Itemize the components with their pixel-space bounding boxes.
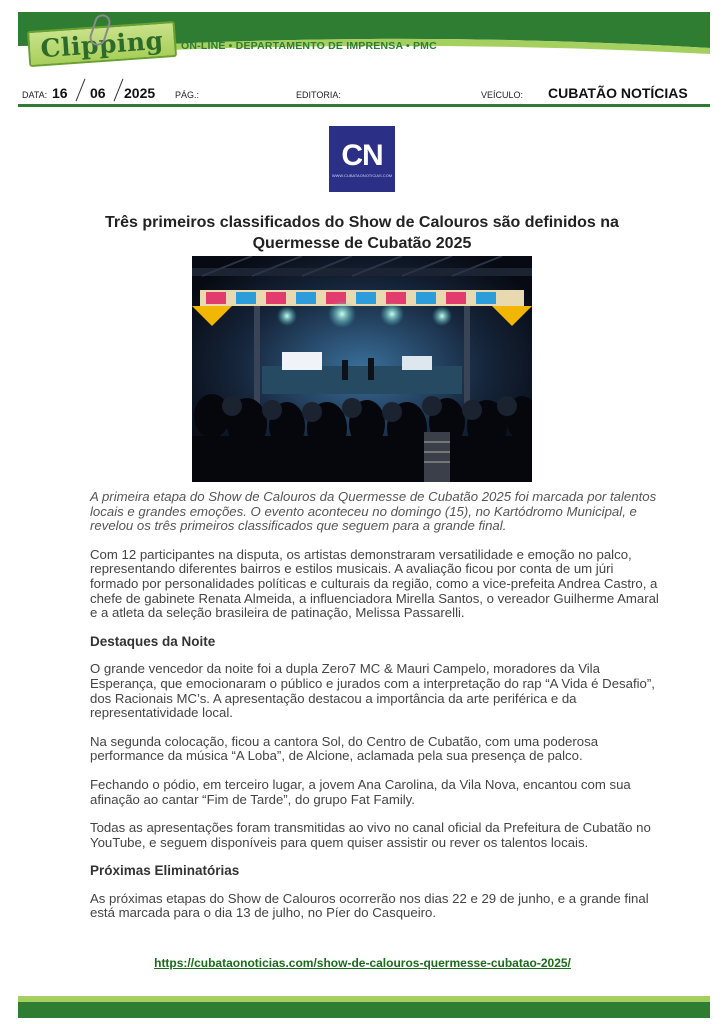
article-paragraph: Fechando o pódio, em terceiro lugar, a jovem Ana Carolina, da Vila Nova, encantou com sua afinação ao cantar “Fim de Tarde”, do grupo Fat Family. <box>90 776 631 807</box>
date-year: 2025 <box>124 85 156 101</box>
article-paragraph: Na segunda colocação, ficou a cantora Sol, do Centro de Cubatão, com uma poderosa performance da música “A Loba”, de Alcione, aclamada pela sua presença de palco. <box>90 733 599 764</box>
editoria-label: EDITORIA: <box>296 90 341 100</box>
veiculo-name: CUBATÃO NOTÍCIAS <box>548 85 688 101</box>
source-link[interactable]: https://cubataonoticias.com/show-de-calouros-quermesse-cubatao-2025/ <box>154 956 571 970</box>
date-month: 06 <box>90 85 106 101</box>
logo-small-text: WWW.CUBATAONOTICIAS.COM <box>331 172 393 178</box>
page-label: PÁG.: <box>175 90 200 100</box>
section-heading-destaques: Destaques da Noite <box>90 633 216 649</box>
stage-illustration <box>192 256 532 482</box>
logo-letters: CN <box>341 138 383 172</box>
article-headline: Três primeiros classificados do Show de Calouros são definidos na Quermesse de Cubatão 2025 <box>105 214 619 252</box>
meta-row <box>18 84 710 102</box>
article-paragraph: As próximas etapas do Show de Calouros ocorrerão nos dias 22 e 29 de junho, e a grande final está marcada para o dia 13 de julho, no Píer do Casqueiro. <box>90 890 649 921</box>
veiculo-label: VEÍCULO: <box>481 90 524 100</box>
article-paragraph: O grande vencedor da noite foi a dupla Zero7 MC & Mauri Campelo, moradores da Vila Esperança, que emocionaram o público e jurados com a interpretação do rap “A Vida é Desafio”, dos Racionais MC’s. A apresentação destacou a importância da arte periférica e da representatividade local. <box>90 661 655 721</box>
date-slash <box>114 79 124 102</box>
event-photo <box>192 256 532 482</box>
date-label: DATA: <box>22 90 48 100</box>
cubatao-noticias-logo <box>329 126 395 192</box>
photo-caption: A primeira etapa do Show de Calouros da Quermesse de Cubatão 2025 foi marcada por talentos locais e grandes emoções. O evento aconteceu no domingo (15), no Kartódromo Municipal, e revelou os três primeiros classificados que seguem para a grande final. <box>90 489 657 534</box>
meta-divider <box>18 104 710 107</box>
header-subtitle: ON-LINE • DEPARTAMENTO DE IMPRENSA • PMC <box>181 40 437 52</box>
article-paragraph: Com 12 participantes na disputa, os artistas demonstraram versatilidade e emoção no palco, representando diferentes bairros e estilos musicais. A avaliação ficou por conta de um júri formado por personalidades políticas e culturais da região, como a vice-prefeita Andrea Castro, a chefe de gabinete Renata Almeida, a influenciadora Mirella Santos, o vereador Guilherme Amaral e a atleta da seleção brasileira de patinação, Melissa Passarelli. <box>90 546 659 621</box>
date-day: 16 <box>52 85 68 101</box>
clipping-brand: Clipping <box>39 25 165 63</box>
article-paragraph: Todas as apresentações foram transmitidas ao vivo no canal oficial da Prefeitura de Cubatão no YouTube, e seguem disponíveis para quem quiser assistir ou rever os talentos locais. <box>90 820 651 850</box>
footer-band-dark <box>18 1002 710 1018</box>
date-slash <box>76 79 86 102</box>
section-heading-proximas: Próximas Eliminatórias <box>90 863 240 879</box>
article-body <box>90 490 662 935</box>
